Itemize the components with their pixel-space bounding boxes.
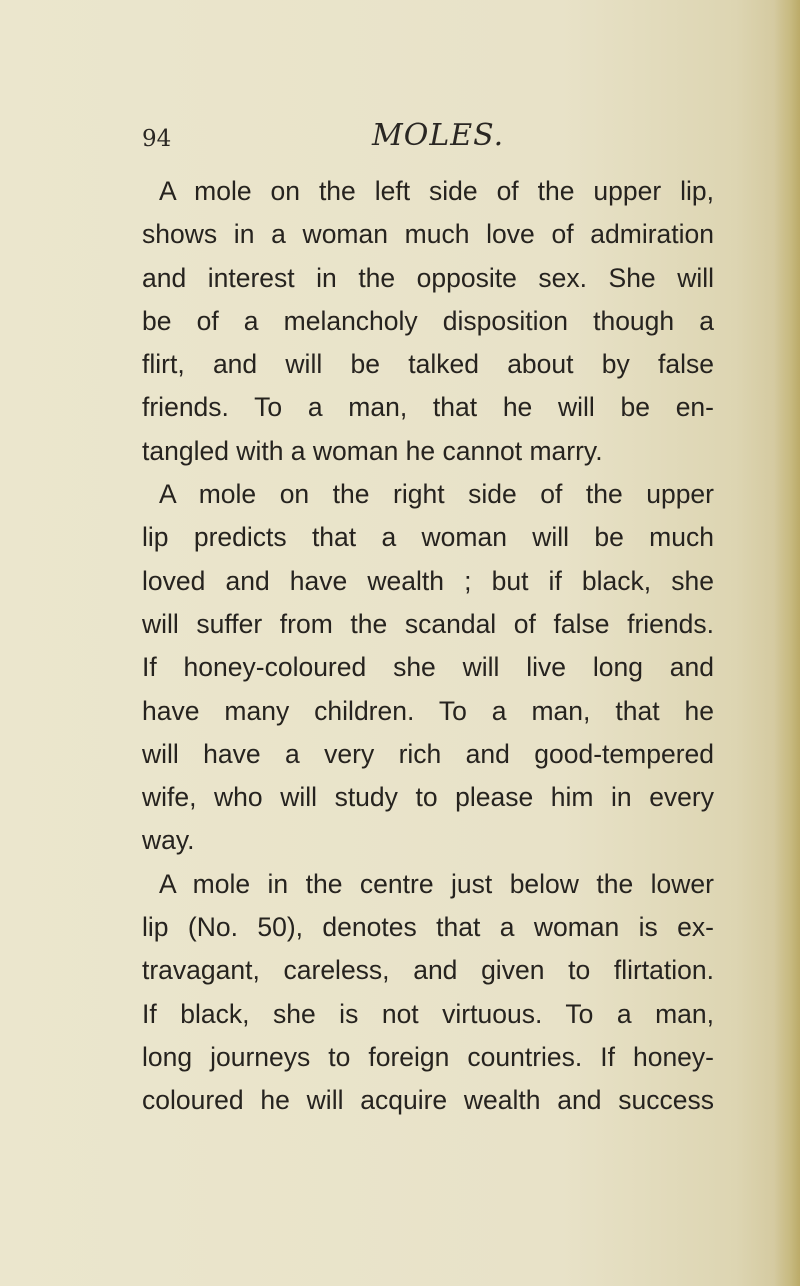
text-line: A mole on the left side of the upper lip, xyxy=(159,176,714,206)
text-line: A mole on the right side of the upper xyxy=(159,479,714,510)
text-line: long journeys to foreign countries. If honey- xyxy=(142,1041,714,1072)
text-line: friends. To a man, that he will be en- xyxy=(142,392,714,423)
text-line: coloured he will acquire wealth and success xyxy=(142,1085,714,1116)
text-line: If black, she is not virtuous. To a man, xyxy=(142,998,714,1029)
text-line: and interest in the opposite sex. She will xyxy=(142,262,714,293)
text-line: way. xyxy=(142,825,195,856)
text-line: have many children. To a man, that he xyxy=(142,695,714,726)
text-line: will suffer from the scandal of false friends. xyxy=(142,608,714,639)
running-head: MOLES. xyxy=(372,118,505,153)
page-header xyxy=(0,118,800,168)
text-line: wife, who will study to please him in every xyxy=(142,782,714,813)
text-line: will have a very rich and good-tempered xyxy=(142,738,714,769)
text-line: lip predicts that a woman will be much xyxy=(142,522,714,553)
text-line: travagant, careless, and given to flirtation. xyxy=(142,955,714,986)
text-line: be of a melancholy disposition though a xyxy=(142,305,714,336)
text-line: If honey-coloured she will live long and xyxy=(142,652,714,683)
text-line: lip (No. 50), denotes that a woman is ex- xyxy=(142,912,714,943)
text-line: A mole in the centre just below the lower xyxy=(159,868,714,899)
text-line: loved and have wealth ; but if black, she xyxy=(142,565,714,596)
text-line: flirt, and will be talked about by false xyxy=(142,349,714,380)
text-line: tangled with a woman he cannot marry. xyxy=(142,435,603,466)
page-number: 94 xyxy=(142,126,172,152)
text-line: shows in a woman much love of admiration xyxy=(142,219,714,250)
page-edge-shading xyxy=(774,0,800,1286)
body-text xyxy=(142,170,714,1123)
